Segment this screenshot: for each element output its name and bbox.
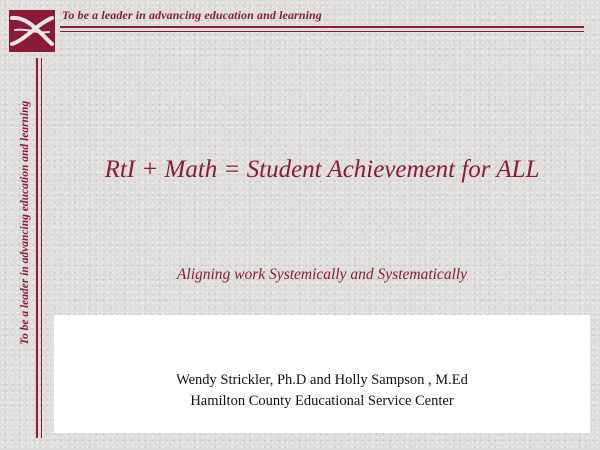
author-box xyxy=(54,315,590,433)
sidebar-rule xyxy=(36,58,38,438)
sidebar-rule-thin xyxy=(41,58,42,438)
logo-icon xyxy=(9,10,55,52)
header-tagline: To be a leader in advancing education and learning xyxy=(62,8,322,22)
author-names: Wendy Strickler, Ph.D and Holly Sampson , M.Ed xyxy=(176,372,468,388)
slide-title: RtI + Math = Student Achievement for ALL xyxy=(104,156,540,183)
author-organization: Hamilton County Educational Service Center xyxy=(190,393,454,409)
header-rule xyxy=(60,26,584,28)
sidebar-tagline: To be a leader in advancing education and learning xyxy=(19,100,31,345)
slide-subtitle: Aligning work Systemically and Systematically xyxy=(176,266,468,283)
header-rule-thin xyxy=(60,31,584,32)
